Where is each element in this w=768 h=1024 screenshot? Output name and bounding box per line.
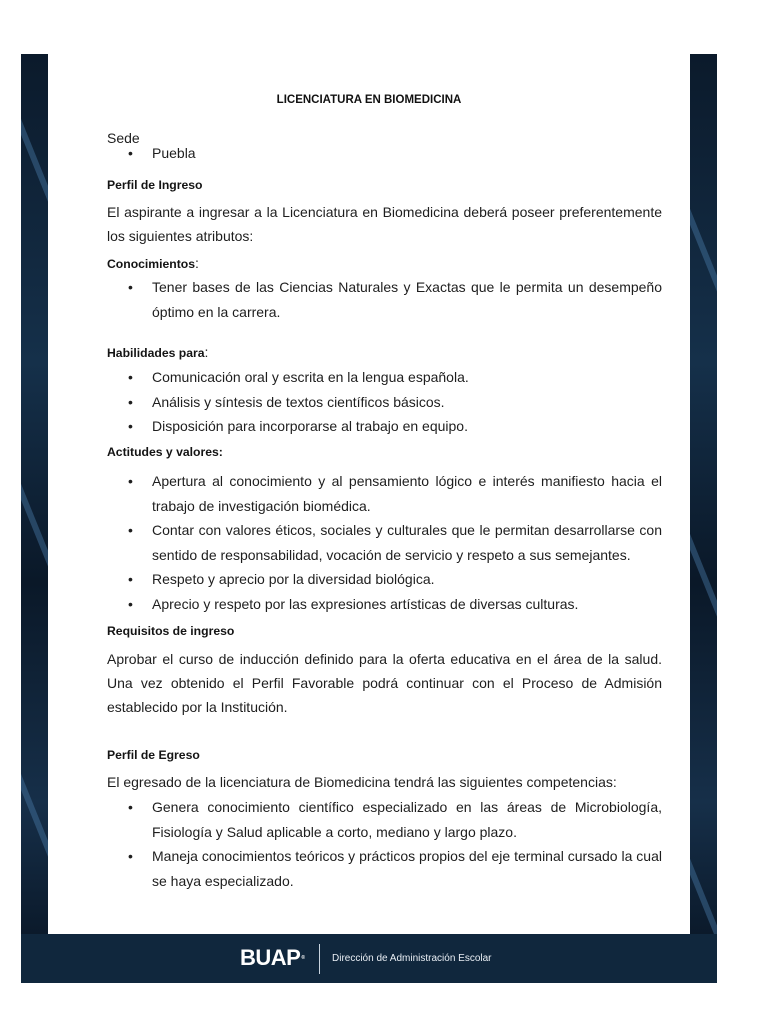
list-item: • Comunicación oral y escrita en la lengua española.	[107, 365, 662, 390]
list-item: • Maneja conocimientos teóricos y prácticos propios del eje terminal cursado la cual se haya especializado.	[107, 844, 662, 893]
footer-divider	[319, 944, 320, 974]
conocimientos-list	[107, 275, 662, 324]
actitudes-heading: Actitudes y valores:	[107, 445, 223, 459]
footer-bar	[21, 934, 717, 983]
list-item: • Disposición para incorporarse al trabajo en equipo.	[107, 414, 662, 439]
page-content	[48, 54, 690, 934]
perfil-egreso-list	[107, 795, 662, 893]
list-item: • Respeto y aprecio por la diversidad biológica.	[107, 567, 662, 592]
requisitos-heading: Requisitos de ingreso	[107, 624, 235, 638]
actitudes-list	[107, 469, 662, 616]
right-decorative-band	[690, 54, 717, 934]
requisitos-text: Aprobar el curso de inducción definido para la oferta educativa en el área de la salud. Una vez obtenido el Perfil Favorable podrá continuar con el Proceso de Admisión establecido por la Institución.	[107, 651, 662, 715]
habilidades-colon: :	[204, 344, 209, 360]
buap-logo	[240, 945, 305, 971]
sede-list	[107, 141, 662, 166]
document-title: LICENCIATURA EN BIOMEDICINA	[276, 94, 462, 106]
list-item: • Genera conocimiento científico especializado en las áreas de Microbiología, Fisiología y Salud aplicable a corto, mediano y largo plazo.	[107, 795, 662, 844]
conocimientos-heading: Conocimientos	[107, 257, 196, 271]
habilidades-list	[107, 365, 662, 439]
habilidades-heading: Habilidades para	[107, 346, 205, 360]
perfil-egreso-intro: El egresado de la licenciatura de Biomedicina tendrá las siguientes competencias:	[107, 774, 617, 790]
list-item: • Tener bases de las Ciencias Naturales y Exactas que le permita un desempeño óptimo en la carrera.	[107, 275, 662, 324]
list-item: • Análisis y síntesis de textos científicos básicos.	[107, 390, 662, 415]
buap-logo-text: BUAP	[240, 945, 301, 970]
perfil-ingreso-intro: El aspirante a ingresar a la Licenciatura en Biomedicina deberá poseer preferentemente los siguientes atributos:	[107, 204, 662, 244]
sede-label: Sede	[107, 130, 140, 146]
conocimientos-heading-row	[107, 251, 662, 275]
registered-mark-icon: ®	[301, 955, 305, 961]
perfil-egreso-heading: Perfil de Egreso	[107, 748, 200, 762]
habilidades-heading-row	[107, 340, 662, 364]
department-name: Dirección de Administración Escolar	[332, 953, 492, 964]
list-item: • Puebla	[107, 141, 662, 166]
list-item: • Contar con valores éticos, sociales y culturales que le permitan desarrollarse con sentido de responsabilidad, vocación de servicio y respeto a sus semejantes.	[107, 518, 662, 567]
conocimientos-colon: :	[195, 255, 199, 271]
list-item: • Apertura al conocimiento y al pensamiento lógico e interés manifiesto hacia el trabajo de investigación biomédica.	[107, 469, 662, 518]
left-decorative-band	[21, 54, 48, 934]
document-sheet	[21, 54, 717, 983]
perfil-ingreso-heading: Perfil de Ingreso	[107, 178, 203, 192]
list-item: • Aprecio y respeto por las expresiones artísticas de diversas culturas.	[107, 592, 662, 617]
